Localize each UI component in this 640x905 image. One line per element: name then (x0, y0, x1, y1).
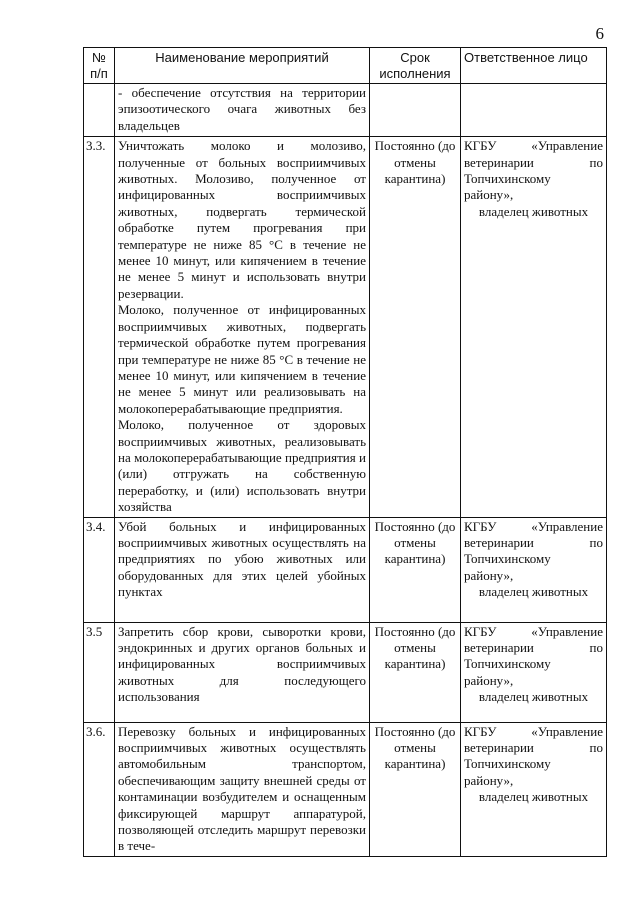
cell-responsible (461, 722, 607, 856)
measure-paragraph: Убой больных и инфицированных восприимчивых животных осуществлять на предприятиях по убою животных или оборудованных для этих целей убойных пунктах (118, 518, 366, 600)
cell-number (84, 84, 115, 137)
header-name: Наименование мероприятий (115, 48, 370, 84)
cell-name (115, 517, 370, 622)
table-row-continuation (84, 84, 607, 137)
cell-number: 3.4. (84, 517, 115, 622)
header-responsible: Ответственное лицо (461, 48, 607, 84)
responsible-org: КГБУ «Управление ветеринарии по Топчихинскому району», (464, 518, 603, 583)
page-number: 6 (595, 24, 604, 43)
responsible-org: КГБУ «Управление ветеринарии по Топчихинскому району», (464, 138, 603, 203)
header-term: Срок исполнения (370, 48, 461, 84)
cell-number: 3.5 (84, 622, 115, 722)
responsible-org: КГБУ «Управление ветеринарии по Топчихинскому району», (464, 623, 603, 688)
cell-name (115, 722, 370, 856)
table-row (84, 137, 607, 517)
responsible-org: КГБУ «Управление ветеринарии по Топчихинскому району», (464, 723, 603, 788)
measures-table (83, 47, 607, 857)
cell-name: - обеспечение отсутствия на территории эпизоотического очага животных без владельцев (115, 84, 370, 137)
cell-name (115, 137, 370, 517)
measure-paragraph: Запретить сбор крови, сыворотки крови, эндокринных и других органов больных и инфицированных восприимчивых животных для последующего использования (118, 623, 366, 705)
table-row (84, 517, 607, 622)
measure-paragraph: Перевозку больных и инфицированных восприимчивых животных осуществлять автомобильным транспортом, обеспечивающим защиту внешней среды от контаминации возбудителем и оснащенным фиксирующей маршрут аппаратурой, позволяющей отследить маршрут перевозки в тече- (118, 723, 366, 854)
cell-term: Постоянно (до отмены карантина) (370, 137, 461, 517)
measure-paragraph: Уничтожать молоко и молозиво, полученные от больных восприимчивых животных. Молозиво, полученное от инфицированных восприимчивых животных, подвергать термической обработке путем прогревания при температуре не ниже 85 °С в течение не менее 10 минут, или кипячением в течение не менее 5 минут и использовать внутри резервации. (118, 138, 366, 301)
measure-paragraph: Молоко, полученное от здоровых восприимчивых животных, реализовывать на молокоперерабатывающие предприятия и (или) отгружать на собственную переработку, и (или) использовать внутри хозяйства (118, 417, 366, 515)
cell-responsible (461, 622, 607, 722)
table-header-row (84, 48, 607, 84)
cell-term: Постоянно (до отмены карантина) (370, 722, 461, 856)
cell-responsible (461, 517, 607, 622)
cell-term: Постоянно (до отмены карантина) (370, 622, 461, 722)
cell-term (370, 84, 461, 137)
responsible-owner: владелец животных (478, 203, 589, 219)
cell-name (115, 622, 370, 722)
responsible-owner: владелец животных (478, 789, 589, 805)
measure-paragraph: Молоко, полученное от инфицированных восприимчивых животных, подвергать термической обработке путем прогревания при температуре не ниже 85 °С в течение не менее 10 минут, или кипячением в течение не менее 5 минут или реализовывать на молокоперерабатывающие предприятия. (118, 302, 366, 416)
header-number: № п/п (84, 48, 115, 84)
cell-responsible (461, 84, 607, 137)
responsible-owner: владелец животных (478, 584, 589, 600)
cell-responsible (461, 137, 607, 517)
cell-number: 3.3. (84, 137, 115, 517)
responsible-owner: владелец животных (478, 689, 589, 705)
cell-term: Постоянно (до отмены карантина) (370, 517, 461, 622)
table-row (84, 622, 607, 722)
cell-number: 3.6. (84, 722, 115, 856)
table-row (84, 722, 607, 856)
